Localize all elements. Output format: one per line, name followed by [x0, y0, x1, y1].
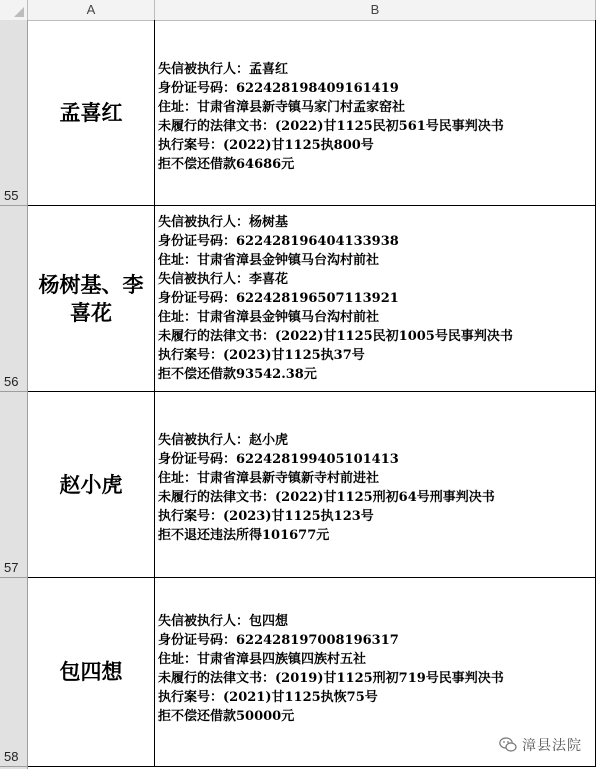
detail-line: 失信被执行人：孟喜红	[158, 61, 289, 77]
table-row	[28, 392, 596, 578]
column-header-a[interactable]: A	[28, 0, 155, 20]
detail-line: 失信被执行人：包四想	[158, 614, 289, 629]
detail-line: 未履行的法律文书：(2022)甘1125民初1005号民事判决书	[158, 329, 513, 344]
column-header-b[interactable]: B	[155, 0, 596, 20]
name-cell[interactable]: 包四想	[28, 578, 155, 766]
detail-line: 未履行的法律文书：(2022)甘1125刑初64号刑事判决书	[158, 489, 495, 505]
name-cell[interactable]: 杨树基、李喜花	[28, 206, 155, 391]
table-row	[28, 20, 596, 206]
detail-line: 失信被执行人：李喜花	[158, 272, 289, 287]
name-cell[interactable]: 孟喜红	[28, 20, 155, 205]
detail-line: 执行案号：(2022)甘1125执800号	[158, 137, 374, 153]
row-header-56[interactable]: 56	[0, 206, 27, 392]
detail-line: 身份证号码：622428196404133938	[158, 234, 399, 249]
detail-line: 住址：甘肃省漳县四族镇四族村五社	[158, 652, 367, 667]
detail-line: 执行案号：(2021)甘1125执恢75号	[158, 690, 378, 705]
detail-line: 拒不偿还借款50000元	[158, 709, 295, 724]
column-header-bar	[0, 0, 596, 21]
detail-line: 失信被执行人：杨树基	[158, 215, 289, 230]
name-cell[interactable]: 赵小虎	[28, 392, 155, 577]
detail-line: 身份证号码：622428198409161419	[158, 80, 399, 96]
detail-line: 拒不退还违法所得101677元	[158, 527, 330, 543]
detail-line: 未履行的法律文书：(2019)甘1125刑初719号民事判决书	[158, 671, 504, 686]
detail-line: 身份证号码：622428199405101413	[158, 451, 399, 467]
wechat-icon	[499, 737, 517, 753]
detail-line: 住址：甘肃省漳县金钟镇马台沟村前社	[158, 310, 380, 325]
detail-line: 执行案号：(2023)甘1125执123号	[158, 508, 374, 524]
detail-line: 未履行的法律文书：(2022)甘1125民初561号民事判决书	[158, 118, 504, 134]
watermark	[499, 735, 582, 755]
detail-line: 身份证号码：622428197008196317	[158, 633, 399, 648]
detail-line: 拒不偿还借款93542.38元	[158, 367, 317, 382]
detail-cell[interactable]	[155, 206, 596, 391]
detail-line: 住址：甘肃省漳县金钟镇马台沟村前社	[158, 253, 380, 268]
detail-line: 执行案号：(2023)甘1125执37号	[158, 348, 365, 363]
detail-cell[interactable]	[155, 20, 596, 205]
table-row	[28, 206, 596, 392]
detail-line: 住址：甘肃省漳县新寺镇新寺村前进社	[158, 470, 380, 486]
detail-cell[interactable]	[155, 392, 596, 577]
detail-line: 拒不偿还借款64686元	[158, 156, 295, 172]
row-header-58[interactable]: 58	[0, 578, 27, 767]
row-header-55[interactable]: 55	[0, 20, 27, 206]
detail-line: 身份证号码：622428196507113921	[158, 291, 399, 306]
select-all-corner[interactable]	[0, 0, 28, 20]
watermark-text: 漳县法院	[522, 738, 582, 754]
detail-line: 失信被执行人：赵小虎	[158, 432, 289, 448]
row-header-57[interactable]: 57	[0, 392, 27, 578]
detail-line: 住址：甘肃省漳县新寺镇马家门村孟家窑社	[158, 99, 406, 115]
